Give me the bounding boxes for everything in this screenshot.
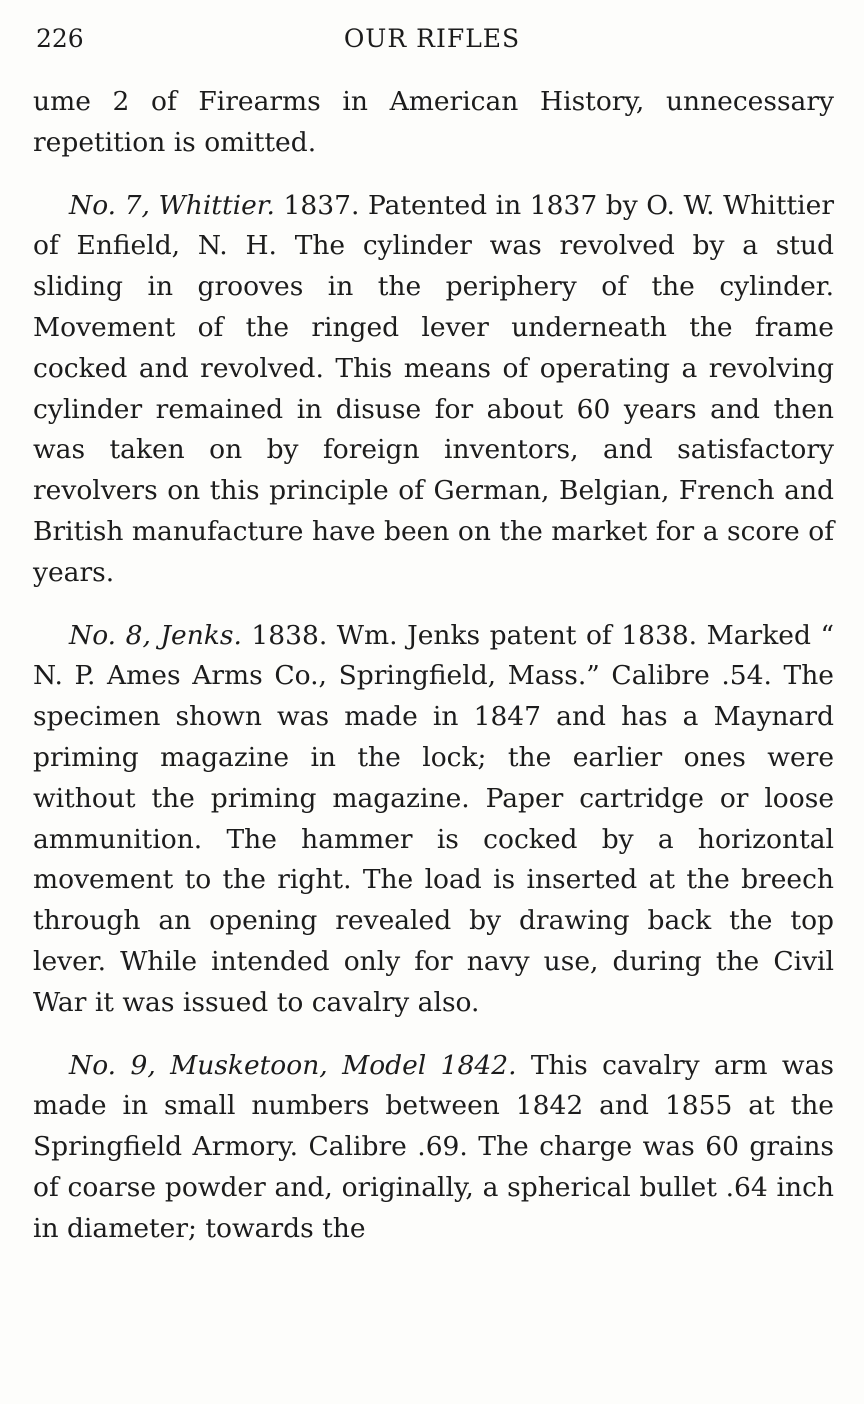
page-body [33,82,834,1250]
entry-lead: No. 9, Musketoon, Model 1842. [69,1049,517,1081]
paragraph-text: 1837. Patented in 1837 by O. W. Whittier of Enfield, N. H. The cylinder was revolved by a stud sliding in grooves in the periphery of the cylinder. Movement of the ringed lever underneath the frame cocked and revolved. This means of operating a revolving cylinder remained in disuse for about 60 years and then was taken on by foreign inventors, and satisfactory revolvers on this principle of German, Belgian, French and British manufacture have been on the market for a score of years. [33,189,834,588]
paragraph-continuation [33,82,834,164]
paragraph-text: This cavalry arm was made in small numbers between 1842 and 1855 at the Springfield Armory. Calibre .69. The charge was 60 grains of coarse powder and, originally, a spherical bullet .64 inch in diameter; towards the [33,1049,834,1244]
entry-lead: No. 7, Whittier. [69,189,275,221]
entry-lead: No. 8, Jenks. [69,619,242,651]
page-header [36,24,828,58]
paragraph-entry-7-whittier [33,186,834,594]
paragraph-entry-9-musketoon [33,1046,834,1250]
paragraph-entry-8-jenks [33,616,834,1024]
paragraph-text: ume 2 of Firearms in American History, unnecessary repetition is omitted. [33,86,834,158]
page-number: 226 [36,24,84,53]
paragraph-text: 1838. Wm. Jenks patent of 1838. Marked “ N. P. Ames Arms Co., Springfield, Mass.” Calibre .54. The specimen shown was made in 1847 and has a Maynard priming magazine in the lock; the earlier ones were without the priming magazine. Paper cartridge or loose ammunition. The hammer is cocked by a horizontal movement to the right. The load is inserted at the breech through an opening revealed by drawing back the top lever. While intended only for navy use, during the Civil War it was issued to cavalry also. [33,619,834,1018]
running-title: OUR RIFLES [343,24,521,53]
